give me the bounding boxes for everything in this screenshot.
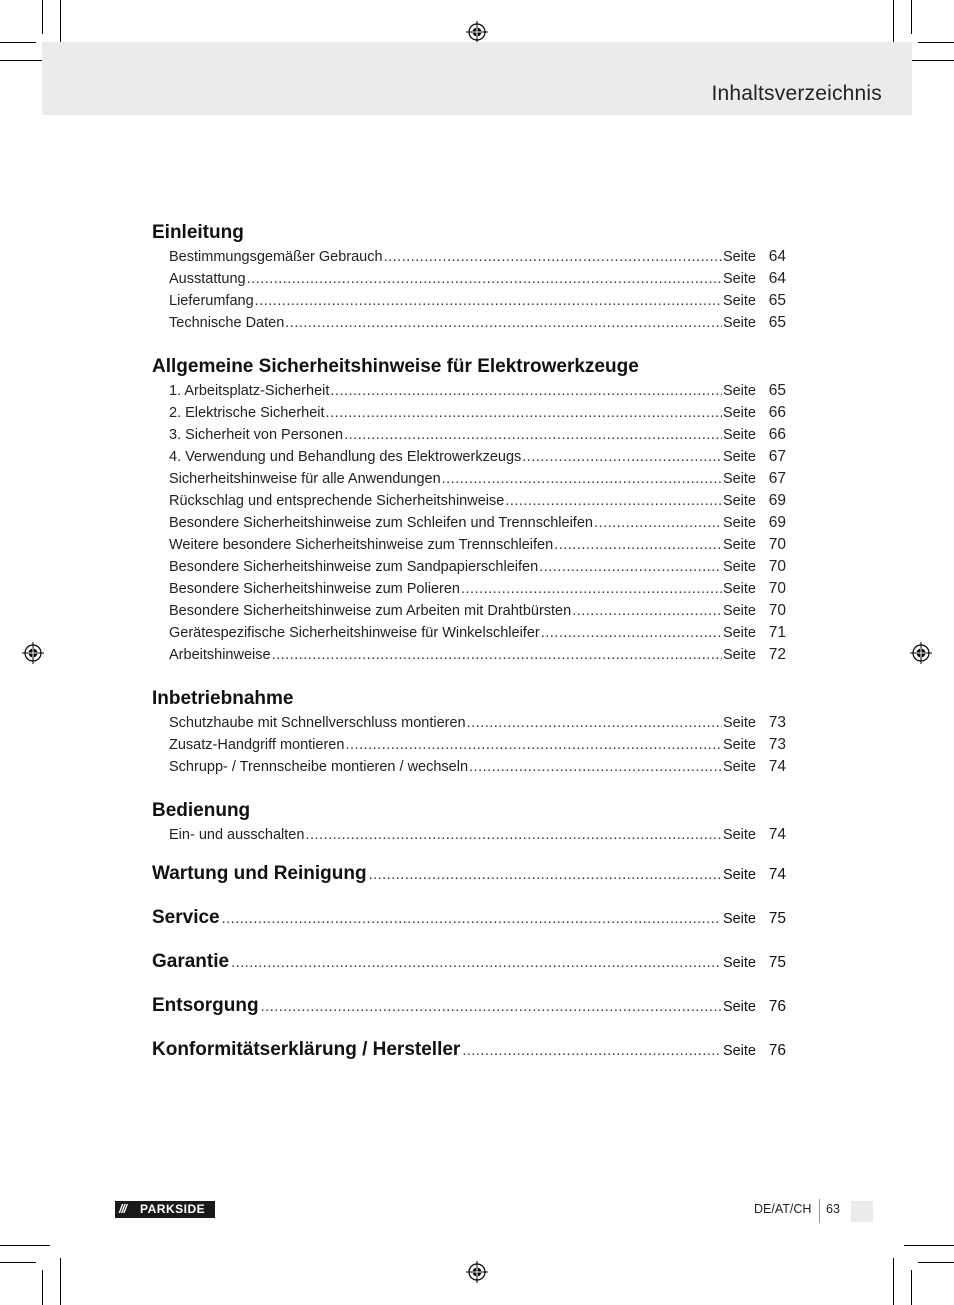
page-number: 71 — [768, 624, 786, 641]
page-word: Seite — [722, 625, 756, 641]
page-word: Seite — [722, 493, 756, 509]
toc-entry — [152, 644, 786, 666]
section-heading: Inbetriebnahme — [152, 688, 294, 709]
dot-leader — [222, 905, 721, 933]
dot-leader — [467, 712, 722, 734]
toc-entry — [152, 756, 786, 778]
registration-mark-icon — [910, 642, 932, 664]
toc-entry — [152, 446, 786, 468]
entry-title: Sicherheitshinweise für alle Anwendungen — [169, 471, 441, 487]
entry-title: Besondere Sicherheitshinweise zum Polieren — [169, 581, 460, 597]
page-word: Seite — [722, 999, 756, 1015]
entry-title: Bestimmungsgemäßer Gebrauch — [169, 249, 383, 265]
page-number: 72 — [768, 646, 786, 663]
dot-leader — [461, 578, 722, 600]
page-number: 69 — [768, 514, 786, 531]
crop-mark — [893, 0, 894, 46]
toc-section — [152, 798, 786, 846]
crop-mark — [60, 1258, 61, 1305]
entry-title: Garantie — [152, 951, 230, 972]
dot-leader — [572, 600, 722, 622]
toc-entry — [152, 312, 786, 334]
page-number: 70 — [768, 580, 786, 597]
registration-mark-icon — [466, 1261, 488, 1283]
dot-leader — [285, 312, 722, 334]
toc-entry — [152, 600, 786, 622]
entry-title: Wartung und Reinigung — [152, 863, 367, 884]
page-number: 74 — [768, 758, 786, 775]
page-word: Seite — [722, 955, 756, 971]
dot-leader — [541, 622, 722, 644]
page-number: 70 — [768, 558, 786, 575]
page-number: 64 — [768, 248, 786, 265]
toc-section — [152, 354, 786, 666]
page-number: 66 — [768, 426, 786, 443]
crop-mark — [911, 1270, 912, 1305]
page-word: Seite — [722, 449, 756, 465]
registration-mark-icon — [22, 642, 44, 664]
section-heading: Einleitung — [152, 222, 244, 243]
crop-mark — [0, 42, 36, 43]
page-word: Seite — [722, 867, 756, 883]
crop-mark — [60, 0, 61, 46]
page-word: Seite — [722, 537, 756, 553]
dot-leader — [384, 246, 722, 268]
section-heading: Allgemeine Sicherheitshinweise für Elektrowerkzeuge — [152, 356, 639, 377]
crop-mark — [904, 1245, 954, 1246]
entry-title: Schutzhaube mit Schnellverschluss montieren — [169, 715, 466, 731]
toc-entry — [152, 402, 786, 424]
page-title: Inhaltsverzeichnis — [711, 82, 882, 105]
page-number: 64 — [768, 270, 786, 287]
footer-divider — [819, 1199, 820, 1223]
entry-title: Lieferumfang — [169, 293, 254, 309]
toc-main-entry — [152, 904, 786, 932]
dot-leader — [330, 380, 722, 402]
toc-entry — [152, 622, 786, 644]
dot-leader — [272, 644, 722, 666]
page-word: Seite — [722, 715, 756, 731]
dot-leader — [247, 268, 722, 290]
crop-mark — [0, 1262, 36, 1263]
page-number: 73 — [768, 736, 786, 753]
page-number: 74 — [768, 826, 786, 843]
page-word: Seite — [722, 315, 756, 331]
logo-slashes: /// — [119, 1202, 127, 1216]
page-number: 76 — [768, 998, 786, 1015]
toc-entry — [152, 512, 786, 534]
page-word: Seite — [722, 293, 756, 309]
entry-title: Arbeitshinweise — [169, 647, 271, 663]
page-number: 65 — [768, 314, 786, 331]
toc-main-entry — [152, 1036, 786, 1064]
page-word: Seite — [722, 603, 756, 619]
page-number: 75 — [768, 954, 786, 971]
page-word: Seite — [722, 383, 756, 399]
crop-mark — [42, 0, 43, 34]
dot-leader — [261, 993, 721, 1021]
page-word: Seite — [722, 647, 756, 663]
entry-title: Besondere Sicherheitshinweise zum Arbeiten mit Drahtbürsten — [169, 603, 572, 619]
dot-leader — [345, 734, 722, 756]
toc-entry — [152, 268, 786, 290]
footer-page-number: 63 — [826, 1202, 840, 1216]
page-number: 75 — [768, 910, 786, 927]
crop-mark — [918, 1262, 954, 1263]
page-number: 69 — [768, 492, 786, 509]
dot-leader — [594, 512, 722, 534]
crop-mark — [893, 1258, 894, 1305]
page-number: 70 — [768, 602, 786, 619]
crop-mark — [911, 0, 912, 34]
crop-mark — [42, 1270, 43, 1305]
page-word: Seite — [722, 271, 756, 287]
toc-section — [152, 220, 786, 334]
page-word: Seite — [722, 559, 756, 575]
entry-title: Zusatz-Handgriff montieren — [169, 737, 345, 753]
dot-leader — [539, 556, 722, 578]
toc-main-entry — [152, 992, 786, 1020]
toc-entry — [152, 712, 786, 734]
footer-region: DE/AT/CH — [754, 1202, 812, 1216]
entry-title: Rückschlag und entsprechende Sicherheitshinweise — [169, 493, 505, 509]
entry-title: Technische Daten — [169, 315, 285, 331]
page-word: Seite — [722, 427, 756, 443]
dot-leader — [231, 949, 721, 977]
page-number: 70 — [768, 536, 786, 553]
entry-title: Weitere besondere Sicherheitshinweise zum Trennschleifen — [169, 537, 554, 553]
page-word: Seite — [722, 515, 756, 531]
entry-title: Entsorgung — [152, 995, 259, 1016]
dot-leader — [522, 446, 722, 468]
footer-tab — [851, 1201, 873, 1222]
section-heading: Bedienung — [152, 800, 251, 821]
toc-main-entry — [152, 860, 786, 888]
crop-mark — [918, 42, 954, 43]
toc-section — [152, 686, 786, 778]
dot-leader — [369, 861, 721, 889]
dot-leader — [305, 824, 722, 846]
toc-main-entry — [152, 948, 786, 976]
parkside-logo — [115, 1201, 215, 1218]
crop-mark — [0, 1245, 50, 1246]
toc-entry — [152, 556, 786, 578]
entry-title: Konformitätserklärung / Hersteller — [152, 1039, 461, 1060]
page-number: 67 — [768, 470, 786, 487]
page-number: 67 — [768, 448, 786, 465]
page-word: Seite — [722, 759, 756, 775]
page-number: 76 — [768, 1042, 786, 1059]
logo-text: PARKSIDE — [140, 1202, 206, 1216]
page-number: 65 — [768, 292, 786, 309]
toc-entry — [152, 246, 786, 268]
entry-title: 1. Arbeitsplatz-Sicherheit — [169, 383, 330, 399]
page-word: Seite — [722, 827, 756, 843]
page-number: 65 — [768, 382, 786, 399]
entry-title: Besondere Sicherheitshinweise zum Sandpapierschleifen — [169, 559, 539, 575]
page-word: Seite — [722, 249, 756, 265]
toc-entry — [152, 468, 786, 490]
toc-entry — [152, 380, 786, 402]
entry-title: Ausstattung — [169, 271, 246, 287]
dot-leader — [462, 1037, 721, 1065]
entry-title: 3. Sicherheit von Personen — [169, 427, 344, 443]
entry-title: Ein- und ausschalten — [169, 827, 305, 843]
dot-leader — [505, 490, 722, 512]
toc-entry — [152, 290, 786, 312]
dot-leader — [344, 424, 722, 446]
dot-leader — [469, 756, 722, 778]
dot-leader — [442, 468, 722, 490]
page-word: Seite — [722, 1043, 756, 1059]
page-word: Seite — [722, 911, 756, 927]
toc-entry — [152, 824, 786, 846]
page-word: Seite — [722, 581, 756, 597]
entry-title: Schrupp- / Trennscheibe montieren / wechseln — [169, 759, 469, 775]
entry-title: 4. Verwendung und Behandlung des Elektrowerkzeugs — [169, 449, 522, 465]
dot-leader — [554, 534, 722, 556]
entry-title: Besondere Sicherheitshinweise zum Schleifen und Trennschleifen — [169, 515, 593, 531]
page-number: 66 — [768, 404, 786, 421]
entry-title: Gerätespezifische Sicherheitshinweise für Winkelschleifer — [169, 625, 540, 641]
toc-entry — [152, 424, 786, 446]
toc-entry — [152, 490, 786, 512]
entry-title: Service — [152, 907, 220, 928]
registration-mark-icon — [466, 21, 488, 43]
table-of-contents — [152, 220, 786, 1064]
page-word: Seite — [722, 737, 756, 753]
toc-entry — [152, 578, 786, 600]
entry-title: 2. Elektrische Sicherheit — [169, 405, 325, 421]
dot-leader — [255, 290, 722, 312]
page-number: 73 — [768, 714, 786, 731]
page-word: Seite — [722, 471, 756, 487]
toc-entry — [152, 534, 786, 556]
dot-leader — [326, 402, 722, 424]
page-word: Seite — [722, 405, 756, 421]
toc-entry — [152, 734, 786, 756]
page-number: 74 — [768, 866, 786, 883]
